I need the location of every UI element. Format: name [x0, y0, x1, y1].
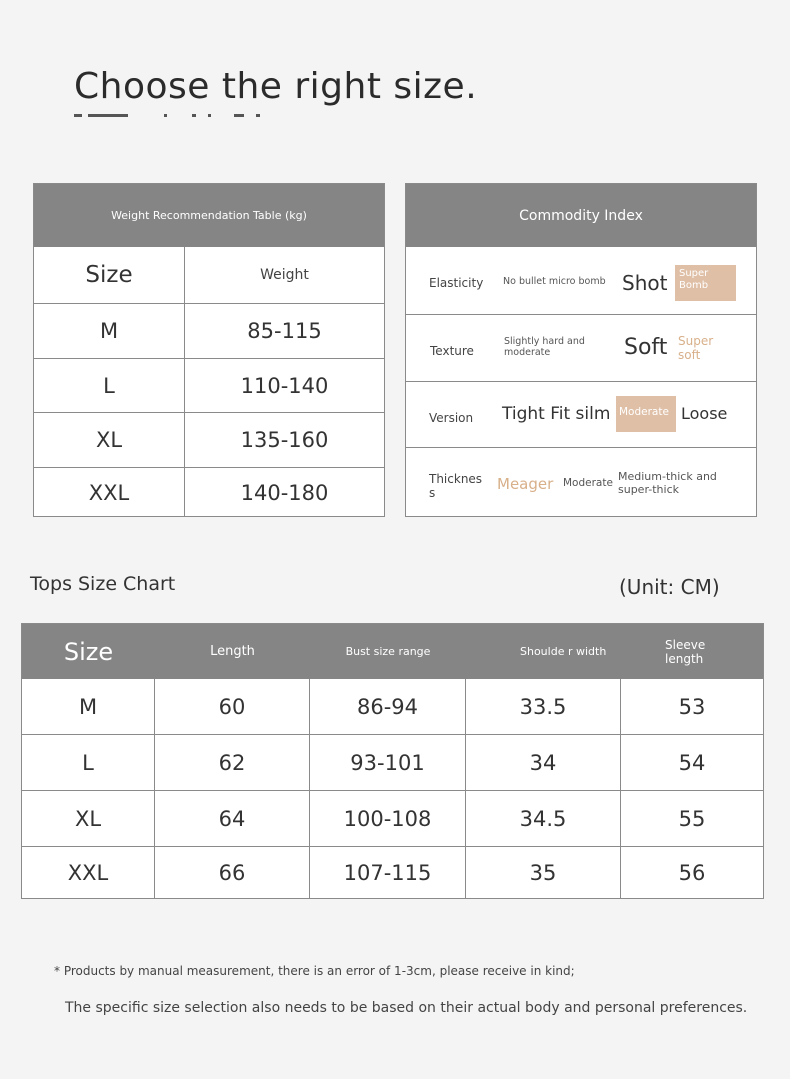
header-length: Length: [210, 644, 255, 659]
table-row: [22, 790, 763, 846]
weight-table-header-row: [34, 247, 384, 303]
length-cell: 60: [155, 679, 310, 734]
measurement-note: * Products by manual measurement, there is an error of 1-3cm, please receive in kind;: [54, 964, 575, 978]
texture-label: Texture: [430, 344, 474, 358]
bust-cell: 107-115: [310, 847, 466, 898]
shoulder-cell: 34: [466, 735, 621, 790]
version-option-2-selected: Moderate: [616, 396, 676, 432]
header-sleeve: Sleeve length: [665, 637, 706, 666]
table-row: [34, 303, 384, 358]
shoulder-cell: 34.5: [466, 791, 621, 846]
shoulder-cell: 35: [466, 847, 621, 898]
header-bust: Bust size range: [345, 645, 431, 658]
weight-cell: 140-180: [240, 480, 329, 505]
size-cell: XL: [22, 791, 155, 846]
thickness-label: Thicknes s: [429, 472, 483, 500]
length-cell: 62: [155, 735, 310, 790]
thickness-row: [406, 447, 756, 516]
elasticity-label: Elasticity: [429, 276, 484, 290]
size-cell: M: [34, 304, 185, 358]
sleeve-cell: 55: [678, 806, 706, 831]
version-option-1: Tight Fit silm: [502, 404, 611, 424]
size-cell: XXL: [22, 847, 155, 898]
size-cell: L: [22, 735, 155, 790]
bust-cell: 93-101: [310, 735, 466, 790]
size-cell: XL: [34, 413, 185, 467]
shoulder-cell: 33.5: [466, 679, 621, 734]
length-cell: 66: [155, 847, 310, 898]
table-row: [22, 734, 763, 790]
version-row: [406, 381, 756, 447]
table-row: [22, 846, 763, 898]
thickness-option-2: Moderate: [563, 477, 613, 489]
elasticity-option-3-selected: Super Bomb: [675, 265, 736, 301]
elasticity-row: [406, 247, 756, 314]
version-option-3: Loose: [681, 404, 728, 423]
texture-option-3: Super soft: [678, 334, 714, 362]
commodity-index-heading: Commodity Index: [406, 184, 756, 247]
header-shoulder: Shoulde r width: [520, 645, 607, 658]
thickness-option-1: Meager: [497, 475, 554, 493]
sleeve-cell: 53: [678, 694, 706, 719]
tops-size-chart-title: Tops Size Chart: [30, 573, 176, 595]
table-row: [34, 412, 384, 467]
page-title: Choose the right size.: [74, 66, 478, 107]
elasticity-option-1: No bullet micro bomb: [503, 276, 606, 287]
weight-recommendation-table: [33, 183, 385, 517]
bust-cell: 86-94: [310, 679, 466, 734]
weight-table-col-size: Size: [34, 247, 185, 303]
size-cell: L: [34, 359, 185, 412]
version-label: Version: [429, 411, 474, 425]
unit-label: (Unit: CM): [619, 575, 720, 599]
sleeve-cell: 56: [678, 860, 706, 885]
selection-note: The specific size selection also needs to be based on their actual body and personal preferences.: [65, 1000, 748, 1016]
texture-option-2: Soft: [624, 335, 668, 360]
length-cell: 64: [155, 791, 310, 846]
table-row: [22, 679, 763, 734]
header-size: Size: [63, 637, 114, 666]
tops-table-header: [22, 624, 763, 679]
weight-cell: 85-115: [247, 319, 322, 343]
table-row: [34, 358, 384, 412]
texture-row: [406, 314, 756, 381]
size-cell: XXL: [34, 468, 185, 517]
size-cell: M: [22, 679, 155, 734]
bust-cell: 100-108: [310, 791, 466, 846]
title-underline: [74, 114, 264, 117]
elasticity-option-2: Shot: [622, 271, 668, 295]
weight-table-heading: Weight Recommendation Table (kg): [34, 184, 384, 247]
texture-option-1: Slightly hard and moderate: [504, 336, 585, 358]
weight-table-col-weight: Weight: [260, 267, 309, 283]
sleeve-cell: 54: [678, 750, 706, 775]
commodity-index-table: [405, 183, 757, 517]
weight-cell: 135-160: [240, 428, 329, 452]
weight-cell: 110-140: [240, 373, 329, 398]
thickness-option-3: Medium-thick and super-thick: [618, 470, 717, 496]
tops-size-table: [21, 623, 764, 899]
table-row: [34, 467, 384, 517]
